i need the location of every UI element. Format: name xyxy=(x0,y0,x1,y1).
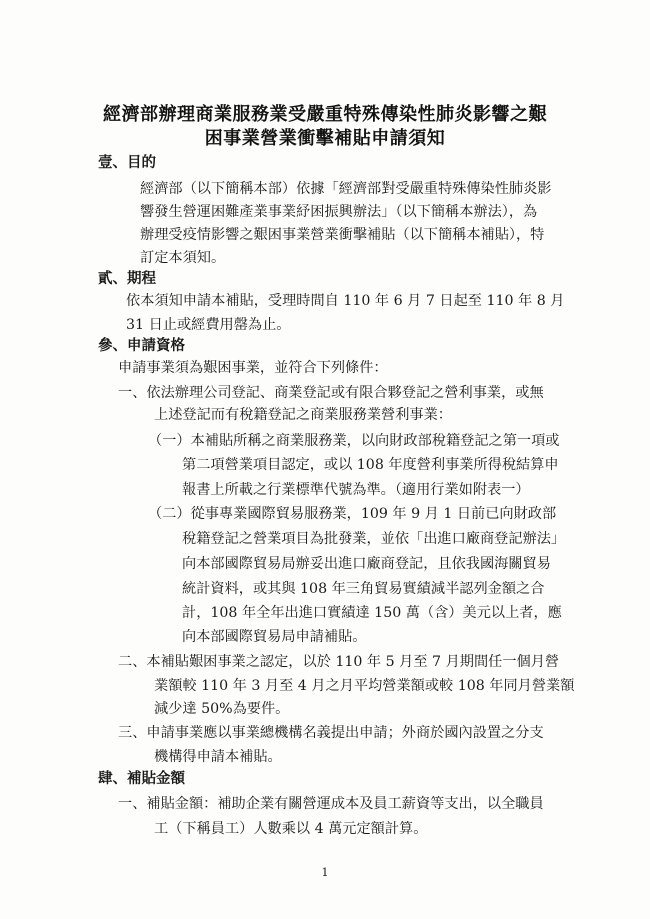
paragraph-line: 訂定本須知。 xyxy=(140,250,226,266)
document-title-line-2: 困事業營業衝擊補貼申請須知 xyxy=(204,128,446,149)
sub-item-line: （二）從事專業國際貿易服務業，109 年 9 月 1 日前已向財政部 xyxy=(148,506,557,522)
list-item-line: 上述登記而有稅籍登記之商業服務業營利事業： xyxy=(154,407,452,423)
paragraph-line: 響發生營運困難產業事業紓困振興辦法」（以下簡稱本辦法），為 xyxy=(140,204,538,220)
sub-item-line: 向本部國際貿易局辦妥出進口廠商登記，且依我國海關貿易 xyxy=(182,556,551,572)
section-heading-subsidy-amount: 肆、補貼金額 xyxy=(98,770,185,787)
paragraph-line: 依本須知申請本補貼，受理時間自 110 年 6 月 7 日起至 110 年 8 月 xyxy=(126,293,565,309)
paragraph-line: 經濟部（以下簡稱本部）依據「經濟部對受嚴重特殊傳染性肺炎影 xyxy=(140,181,552,197)
page-number: 1 xyxy=(321,866,329,879)
list-item-line: 機構得申請本補貼。 xyxy=(154,749,282,765)
sub-item-line: 報書上所載之行業標準代號為準。（適用行業如附表一） xyxy=(182,482,530,498)
list-item-line: 一、補貼金額：補助企業有關營運成本及員工薪資等支出，以全職員 xyxy=(118,796,544,812)
sub-item-line: 稅籍登記之營業項目為批發業，並依「出進口廠商登記辦法」 xyxy=(182,531,566,547)
document-title-line-1: 經濟部辦理商業服務業受嚴重特殊傳染性肺炎影響之艱 xyxy=(103,104,547,125)
sub-item-line: 第二項營業項目認定，或以 108 年度營利事業所得稅結算申 xyxy=(182,457,559,473)
sub-item-line: 計，108 年全年出進口實績達 150 萬（含）美元以上者，應 xyxy=(182,605,562,621)
sub-item-line: 向本部國際貿易局申請補貼。 xyxy=(182,629,367,645)
section-heading-eligibility: 參、申請資格 xyxy=(98,337,185,354)
list-item-line: 工（下稱員工）人數乘以 4 萬元定額計算。 xyxy=(154,821,428,837)
list-item-line: 業額較 110 年 3 月至 4 月之月平均營業額或較 108 年同月營業額 xyxy=(154,678,575,694)
list-item-line: 三、申請事業應以事業總機構名義提出申請；外商於國內設置之分支 xyxy=(118,725,544,741)
sub-item-line: 統計資料，或其與 108 年三角貿易實績減半認列金額之合 xyxy=(182,581,545,597)
paragraph-line: 辦理受疫情影響之艱困事業營業衝擊補貼（以下簡稱本補貼），特 xyxy=(140,227,545,243)
list-item-line: 減少達 50%為要件。 xyxy=(154,701,290,717)
list-item-line: 一、依法辦理公司登記、商業登記或有限合夥登記之營利事業，或無 xyxy=(118,385,544,401)
section-heading-purpose: 壹、目的 xyxy=(98,154,156,171)
list-item-line: 二、本補貼艱困事業之認定，以於 110 年 5 月至 7 月期間任一個月營 xyxy=(118,654,560,670)
sub-item-line: （一）本補貼所稱之商業服務業，以向財政部稅籍登記之第一項或 xyxy=(148,433,560,449)
section-heading-schedule: 貳、期程 xyxy=(98,270,156,287)
paragraph-line: 31 日止或經費用罄為止。 xyxy=(126,317,291,333)
paragraph-line: 申請事業須為艱困事業，並符合下列條件： xyxy=(118,360,388,376)
